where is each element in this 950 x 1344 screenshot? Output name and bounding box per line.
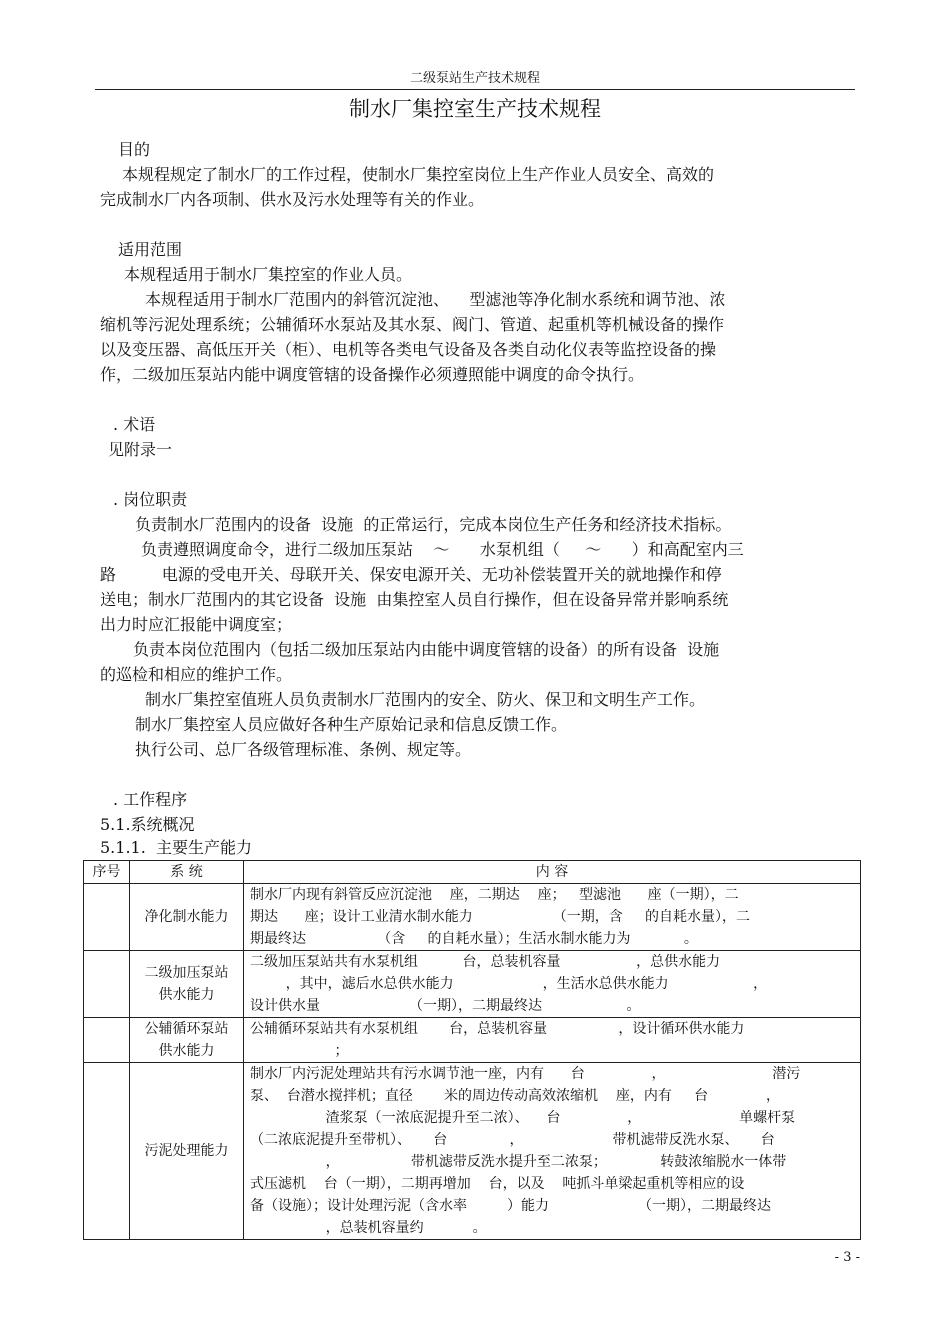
paragraph-line: 执行公司、总厂各级管理标准、条例、规定等。 — [135, 740, 472, 759]
header-cell-no: 序号 — [84, 861, 130, 884]
paragraph-line: 本规程规定了制水厂的工作过程，使制水厂集控室岗位上生产作业人员安全、高效的 — [122, 165, 715, 184]
section-heading-terms: . 术语 — [113, 415, 156, 434]
table-row — [84, 951, 861, 1018]
content-cell — [244, 1018, 861, 1063]
content-line: 设计供水量 （一期），二期最终达 。 — [250, 998, 641, 1014]
paragraph-line: 缩机等污泥处理系统；公辅循环水泵站及其水泵、阀门、管道、起重机等机械设备的操作 — [100, 315, 725, 334]
running-header: 二级泵站生产技术规程 — [409, 71, 540, 86]
content-line: 二级加压泵站共有水泵机组 台，总装机容量 ，总供水能力 — [250, 954, 721, 970]
content-cell — [244, 884, 861, 951]
paragraph-line: 作，二级加压泵站内能中调度管辖的设备操作必须遵照能中调度的命令执行。 — [100, 365, 645, 384]
section-heading-procedure: . 工作程序 — [113, 790, 188, 809]
row-number-cell — [84, 884, 130, 951]
system-label: 公辅循环泵站 — [144, 1021, 229, 1037]
table-row — [84, 1018, 861, 1063]
system-label: 二级加压泵站 — [144, 965, 229, 981]
system-label: 污泥处理能力 — [144, 1143, 229, 1159]
row-number-cell — [84, 1018, 130, 1063]
paragraph-line: 本规程适用于制水厂范围内的斜管沉淀池、 型滤池等净化制水系统和调节池、浓 — [145, 290, 726, 309]
table-row — [84, 884, 861, 951]
system-label: 供水能力 — [158, 1043, 215, 1059]
paragraph-line: 出力时应汇报能中调度室； — [100, 615, 293, 634]
production-capacity-table — [83, 860, 861, 1240]
content-line: 制水厂内现有斜管反应沉淀池 座，二期达 座； 型滤池 座（一期），二 — [250, 887, 739, 903]
section-heading-purpose: 目的 — [118, 140, 151, 159]
paragraph-line: 制水厂集控室人员应做好各种生产原始记录和信息反馈工作。 — [135, 715, 568, 734]
content-line: ； — [250, 1043, 349, 1059]
header-cell-content: 内 容 — [244, 861, 861, 884]
content-line: ， 带机滤带反洗水提升至二浓泵； 转鼓浓缩脱水一体带 — [250, 1154, 787, 1170]
content-line: （二浓底泥提升至带机）、 台 ， 带机滤带反洗水泵、 台 — [250, 1132, 775, 1148]
document-title: 制水厂集控室生产技术规程 — [349, 97, 601, 121]
system-label: 净化制水能力 — [144, 909, 229, 925]
content-line: 公辅循环泵站共有水泵机组 台，总装机容量 ，设计循环供水能力 — [250, 1021, 745, 1037]
row-number-cell — [84, 1063, 130, 1240]
content-line: 期达 座；设计工业清水制水能力 （一期，含 的自耗水量），二 — [250, 909, 751, 925]
content-cell — [244, 1063, 861, 1240]
paragraph-line: 负责制水厂范围内的设备 设施 的正常运行，完成本岗位生产任务和经济技术指标。 — [135, 515, 732, 534]
paragraph-line: 送电；制水厂范围内的其它设备 设施 由集控室人员自行操作，但在设备异常并影响系统 — [100, 590, 729, 609]
paragraph-line: 制水厂集控室值班人员负责制水厂范围内的安全、防火、保卫和文明生产工作。 — [145, 690, 706, 709]
paragraph-line: 以及变压器、高低压开关（柜）、电机等各类电气设备及各类自动化仪表等监控设备的操 — [100, 340, 717, 359]
content-line: 泵、 台潜水搅拌机；直径 米的周边传动高效浓缩机 座，内有 台 ， — [250, 1088, 780, 1104]
page-number: - 3 - — [834, 1250, 860, 1265]
system-cell — [130, 884, 244, 951]
header-rule — [95, 89, 855, 90]
section-heading-duties: . 岗位职责 — [113, 490, 188, 509]
subsection-heading: 5.1.系统概况 — [100, 815, 195, 834]
system-cell — [130, 1018, 244, 1063]
paragraph-line: 完成制水厂内各项制、供水及污水处理等有关的作业。 — [100, 190, 485, 209]
content-line: 期最终达 （含 的自耗水量）；生活水制水能力为 。 — [250, 931, 698, 947]
content-line: 渣浆泵（一浓底泥提升至二浓）、 台 ， 单螺杆泵 — [250, 1110, 796, 1126]
paragraph-line: 见附录一 — [108, 440, 173, 459]
paragraph-line: 本规程适用于制水厂集控室的作业人员。 — [124, 265, 413, 284]
header-cell-system: 系 统 — [130, 861, 244, 884]
table-row — [84, 1063, 861, 1240]
content-line: 备（设施）；设计处理污泥（含水率 ）能力 （一期），二期最终达 — [250, 1198, 772, 1214]
section-heading-scope: 适用范围 — [118, 240, 183, 259]
system-cell — [130, 951, 244, 1018]
paragraph-line: 的巡检和相应的维护工作。 — [100, 665, 293, 684]
row-number-cell — [84, 951, 130, 1018]
content-line: ，其中，滤后水总供水能力 ，生活水总供水能力 ， — [250, 976, 768, 992]
content-line: ，总装机容量约 。 — [250, 1220, 487, 1236]
subsection-heading: 5.1.1. 主要生产能力 — [100, 838, 252, 857]
paragraph-line: 路 电源的受电开关、母联开关、保安电源开关、无功补偿装置开关的就地操作和停 — [100, 565, 722, 584]
system-cell — [130, 1063, 244, 1240]
table-header-row — [84, 861, 861, 884]
paragraph-line: 负责本岗位范围内（包括二级加压泵站内由能中调度管辖的设备）的所有设备 设施 — [133, 640, 720, 659]
system-label: 供水能力 — [158, 987, 215, 1003]
content-line: 式压滤机 台（一期），二期再增加 台，以及 吨抓斗单梁起重机等相应的设 — [250, 1176, 745, 1192]
content-line: 制水厂内污泥处理站共有污水调节池一座，内有 台 ， 潜污 — [250, 1066, 801, 1082]
paragraph-line: 负责遵照调度命令，进行二级加压泵站 ～ 水泵机组（ ～ ）和高配室内三 — [141, 540, 744, 559]
content-cell — [244, 951, 861, 1018]
